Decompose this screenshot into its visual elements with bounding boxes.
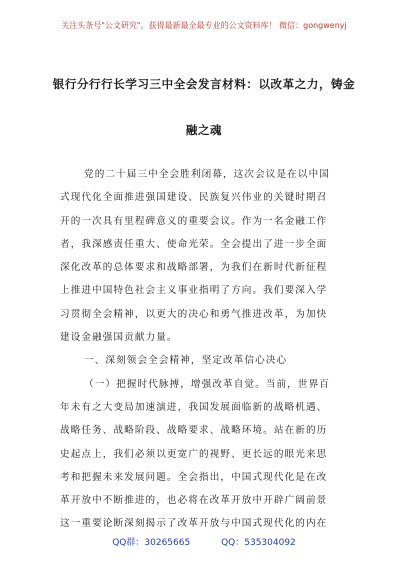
section-heading: 一、深刻领会全会精神，坚定改革信心决心 bbox=[84, 355, 288, 367]
body-line: 革开放中不断推进的，也必将在改革开放中开辟广阔前景 bbox=[60, 495, 328, 507]
document-title-line-1: 银行分行行长学习三中全会发言材料：以改革之力，铸金 bbox=[52, 77, 356, 91]
body-line: 这一重要论断深刻揭示了改革开放与中国式现代化的内在 bbox=[60, 518, 328, 530]
body-line: 建设金融强国贡献力量。 bbox=[60, 332, 178, 344]
body-line: 考和把握未来发展问题。全会指出，中国式现代化是在改 bbox=[60, 471, 328, 483]
header-banner: 关注头条号"公文研究"，获得最新最全最专业的公文资料库！ 微信：gongwenyj bbox=[61, 21, 347, 30]
body-line: 开的一次具有里程碑意义的重要会议。作为一名金融工作 bbox=[60, 215, 328, 227]
body-line: 年未有之大变局加速演进，我国发展面临新的战略机遇、 bbox=[60, 401, 328, 413]
body-line: 上推进中国特色社会主义事业指明了方向。我们要深入学 bbox=[60, 285, 328, 297]
qq-contact-text: QQ：535304092 bbox=[221, 538, 296, 548]
body-line: 战略任务、战略阶段、战略要求、战略环境。站在新的历 bbox=[60, 425, 328, 437]
footer-contact bbox=[0, 535, 408, 548]
body-line: 者，我深感责任重大、使命光荣。全会提出了进一步全面 bbox=[60, 238, 328, 250]
body-line: 习贯彻全会精神，以更大的决心和勇气推进改革，为加快 bbox=[60, 308, 328, 320]
body-line: 党的二十届三中全会胜利闭幕，这次会议是在以中国 bbox=[84, 169, 330, 180]
document-title-line-2: 融之魂 bbox=[185, 123, 223, 137]
body-line: 深化改革的总体要求和战略部署，为我们在新时代新征程 bbox=[60, 262, 328, 274]
qq-group-text: QQ群：30265665 bbox=[112, 538, 191, 548]
body-line: 式现代化全面推进强国建设、民族复兴伟业的关键时期召 bbox=[60, 192, 328, 204]
body-line: 史起点上，我们必须以更宽广的视野、更长远的眼光来思 bbox=[60, 448, 328, 460]
body-text bbox=[60, 163, 340, 536]
body-line: （一）把握时代脉搏，增强改革自觉。当前，世界百 bbox=[84, 378, 330, 390]
